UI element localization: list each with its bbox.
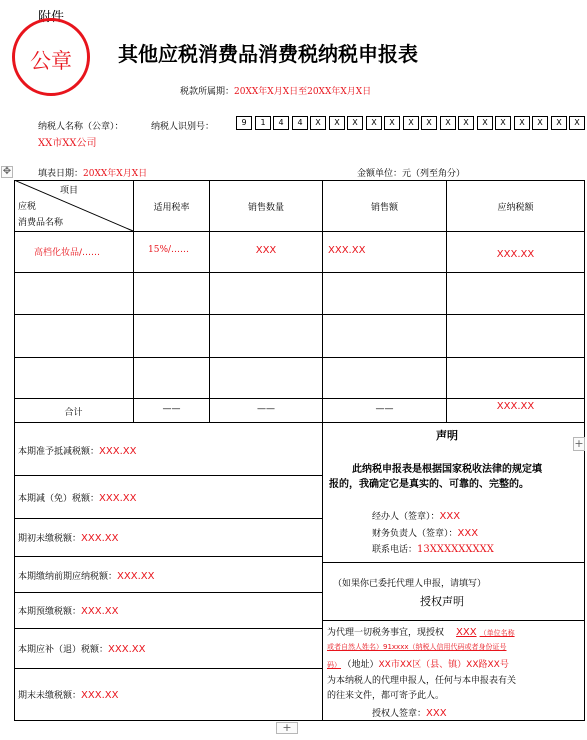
signer-value: XXX [426,708,447,719]
lower-row-deductible [18,444,136,457]
taxpayer-id-digit: X [440,116,456,130]
auth-l1-hint: （单位名称 [479,629,515,637]
row1-tax: XXX.XX [496,249,535,260]
total-label: 合计 [64,408,83,418]
taxpayer-id-digit: 1 [255,116,271,130]
declaration-line-1: 此纳税申报表是根据国家税收法律的规定填 [352,464,542,475]
official-seal [12,18,90,96]
lower-row-prepaid [18,604,118,617]
lower-row-payable-refund [18,642,145,655]
lower-row-opening-unpaid [18,531,118,544]
fill-date-label: 填表日期： [38,169,84,179]
tax-period [180,84,371,97]
authorizer-signature [372,706,447,719]
taxpayer-id-digit: X [403,116,419,130]
authorization-line-2: 或者自然人姓名）91xxxx（纳税人信用代码或者身份证号 [327,643,507,651]
taxpayer-name-value: XX市XX公司 [38,138,97,149]
fill-date-value: 20XX年X月X日 [83,169,148,179]
taxpayer-id-digit: X [329,116,345,130]
tax-period-value: 20XX年X月X日至20XX年X月X日 [234,87,372,97]
seal-text: 公章 [30,49,72,73]
taxpayer-id-digit: X [495,116,511,130]
row1-sales: XXX.XX [328,245,366,256]
declaration-title: 声明 [436,429,458,442]
add-column-button[interactable]: + [574,437,584,450]
taxpayer-id-digit: X [347,116,363,130]
taxpayer-id-label: 纳税人识别号： [151,122,215,132]
taxpayer-id-digit: X [384,116,400,130]
header-rate: 适用税率 [153,203,190,213]
amount-unit: 金额单位：元（列至角分） [357,169,466,179]
lower-row-value: XXX.XX [81,606,119,617]
lower-row-value: XXX.XX [99,493,137,504]
auth-l3-value: XX市XX区（县、镇）XX路XX号 [378,660,509,670]
header-tax-payable: 应纳税额 [497,203,534,213]
taxpayer-id-digit: X [477,116,493,130]
lower-row-value: XXX.XX [81,690,119,701]
taxpayer-id-digit: X [310,116,326,130]
total-quantity: —— [257,404,275,414]
finance-value: XXX [457,528,479,539]
operator-signature [372,509,460,522]
signer-label: 授权人签章： [372,709,427,719]
total-tax: XXX.XX [496,401,535,412]
authorization-line-3 [327,657,509,670]
lower-row-reduced [18,491,136,504]
fill-date [38,166,147,179]
attachment-label: 附件 [38,10,65,25]
auth-l1-value: XXX [456,627,477,638]
lower-row-value: XXX.XX [99,446,137,457]
lower-row-label: 本期减（免）税额： [18,494,100,504]
authorization-title: 授权声明 [420,595,464,608]
header-quantity: 销售数量 [247,203,284,213]
phone-value: 13XXXXXXXXX [417,544,494,555]
operator-value: XXX [439,511,461,522]
lower-row-label: 期末未缴税额： [18,691,82,701]
table-move-handle[interactable]: ✥ [2,166,12,177]
lower-row-closing-unpaid [18,688,118,701]
taxpayer-id-digit: X [421,116,437,130]
lower-row-value: XXX.XX [117,571,155,582]
taxpayer-id-digit: X [514,116,530,130]
contact-phone [372,542,494,555]
finance-label: 财务负责人（签章）： [372,529,458,539]
taxpayer-id-digit: X [366,116,382,130]
taxpayer-name-label: 纳税人名称（公章）： [38,122,124,132]
authorization-line-4: 为本纳税人的代理申报人，任何与本申报表有关 [327,676,517,686]
lower-row-label: 本期应补（退）税额： [18,645,109,655]
taxpayer-id-digit: X [569,116,585,130]
phone-label: 联系电话： [372,545,418,555]
form-title: 其他应税消费品消费税纳税申报表 [118,42,418,66]
authorization-line-5: 的往来文件，都可寄予此人。 [327,691,445,701]
authorization-line-1 [327,625,515,638]
total-sales: —— [375,404,394,414]
finance-signature [372,526,478,539]
row1-product-name: 高档化妆品/…… [34,248,101,258]
taxpayer-id-digit: X [458,116,474,130]
add-row-button[interactable]: + [276,722,298,734]
tax-period-label: 税款所属期： [180,87,235,97]
taxpayer-id-digit: 9 [236,116,252,130]
taxpayer-id-digit: X [551,116,567,130]
lower-row-value: XXX.XX [108,644,146,655]
lower-row-label: 本期缴纳前期应纳税额： [18,572,118,582]
corner-name: 消费品名称 [18,218,64,228]
auth-l3-hint: 码） [327,661,341,669]
lower-row-label: 期初未缴税额： [18,534,82,544]
corner-item: 项目 [60,186,79,196]
authorization-note: （如果你已委托代理人申报，请填写） [333,579,487,589]
lower-row-label: 本期预缴税额： [18,607,82,617]
auth-l3-mid: （地址） [347,660,379,670]
taxpayer-id-digit: 4 [292,116,308,130]
corner-tax: 应税 [18,202,37,212]
lower-row-label: 本期准予抵减税额： [18,447,100,457]
row1-rate: 15%/…… [148,245,190,255]
declaration-line-2: 报的，我确定它是真实的、可靠的、完整的。 [329,479,529,490]
lower-row-value: XXX.XX [81,533,119,544]
lower-row-prior-paid [18,569,154,582]
row1-quantity: XXX [255,245,277,256]
taxpayer-id-digit: 4 [273,116,289,130]
operator-label: 经办人（签章）： [372,512,440,522]
auth-l1-prefix: 为代理一切税务事宜，现授权 [327,628,445,638]
taxpayer-id-digit: X [532,116,548,130]
header-sales: 销售额 [370,203,398,213]
total-rate: —— [162,404,181,414]
